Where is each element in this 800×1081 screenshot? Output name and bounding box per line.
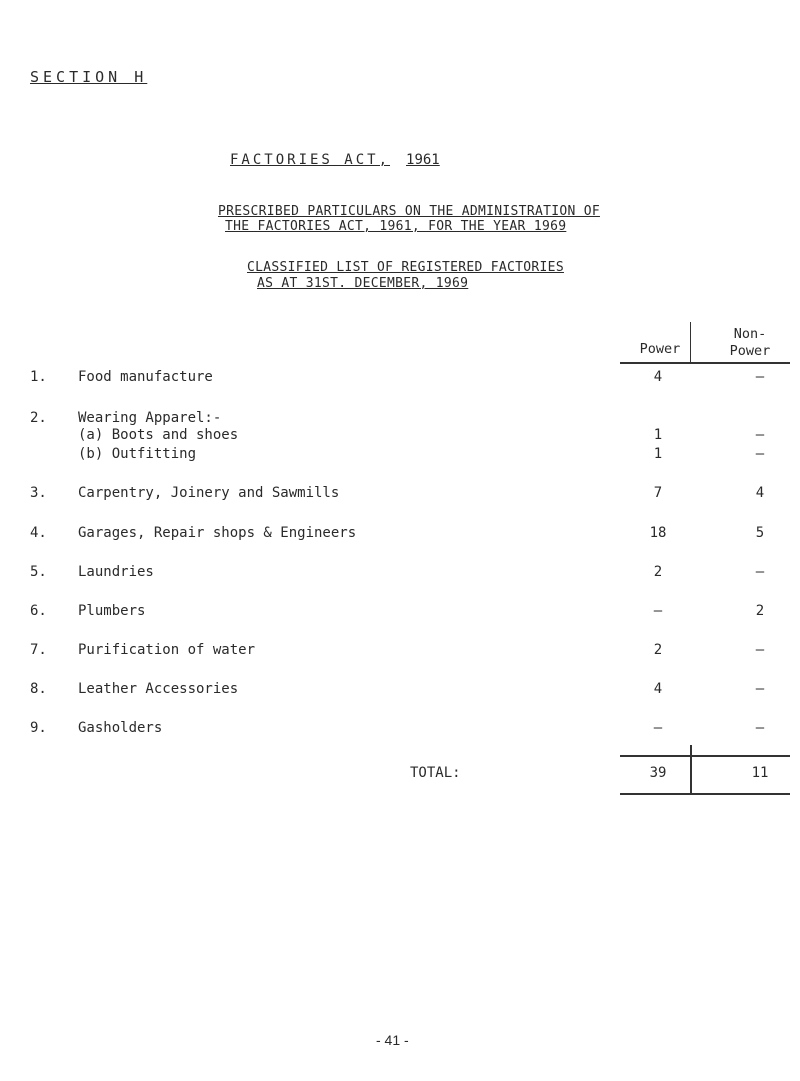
row-number: 1. [30,369,47,385]
column-header-non-power-line2: Power [729,343,771,359]
row-label: (a) Boots and shoes [78,427,239,443]
column-header-non-power [700,326,800,360]
row-label: Carpentry, Joinery and Sawmills [78,485,340,501]
row-number: 9. [30,720,47,736]
row-number: 4. [30,525,47,541]
total-power: 39 [649,765,667,781]
total-label: TOTAL: [410,765,461,781]
column-divider [690,745,692,795]
row-power-count: 4 [653,369,663,385]
row-label: Food manufacture [78,369,213,385]
row-number: 8. [30,681,47,697]
heading-line-1: PRESCRIBED PARTICULARS ON THE ADMINISTRATION OF [218,204,600,219]
act-name: FACTORIES ACT, [230,152,391,168]
row-non-power-count: – [755,427,765,443]
heading-line-4: AS AT 31ST. DECEMBER, 1969 [257,276,469,291]
row-non-power-count: – [755,369,765,385]
row-power-count: 7 [653,485,663,501]
total-top-rule [620,755,790,757]
section-title: SECTION H [30,68,148,86]
row-power-count: 1 [653,446,663,462]
row-number: 2. [30,410,47,426]
row-power-count: – [653,720,663,736]
row-non-power-count: 2 [755,603,765,619]
heading-line-2: THE FACTORIES ACT, 1961, FOR THE YEAR 1969 [225,219,567,234]
row-power-count: 1 [653,427,663,443]
row-power-count: 2 [653,642,663,658]
column-header-power: Power [639,341,681,357]
row-non-power-count: – [755,564,765,580]
row-number: 6. [30,603,47,619]
page-number: - 41 - [376,1032,409,1048]
row-non-power-count: – [755,642,765,658]
total-non-power: 11 [751,765,769,781]
row-power-count: 18 [649,525,667,541]
row-label: Garages, Repair shops & Engineers [78,525,357,541]
row-label: Laundries [78,564,154,580]
total-bottom-rule [620,793,790,795]
row-non-power-count: 5 [755,525,765,541]
row-number: 7. [30,642,47,658]
row-label: Gasholders [78,720,163,736]
row-label: Purification of water [78,642,256,658]
header-underline-rule [620,362,790,364]
row-non-power-count: – [755,446,765,462]
heading-line-3: CLASSIFIED LIST OF REGISTERED FACTORIES [247,260,564,275]
column-divider-top [690,322,691,364]
row-non-power-count: 4 [755,485,765,501]
column-header-non-power-line1: Non- [733,326,767,342]
act-title [230,152,440,168]
row-non-power-count: – [755,720,765,736]
row-power-count: – [653,603,663,619]
row-number: 3. [30,485,47,501]
row-number: 5. [30,564,47,580]
row-power-count: 4 [653,681,663,697]
row-non-power-count: – [755,681,765,697]
row-power-count: 2 [653,564,663,580]
act-year: 1961 [406,152,440,168]
row-label: Wearing Apparel:- [78,410,222,426]
row-label: (b) Outfitting [78,446,197,462]
row-label: Plumbers [78,603,146,619]
row-label: Leather Accessories [78,681,239,697]
